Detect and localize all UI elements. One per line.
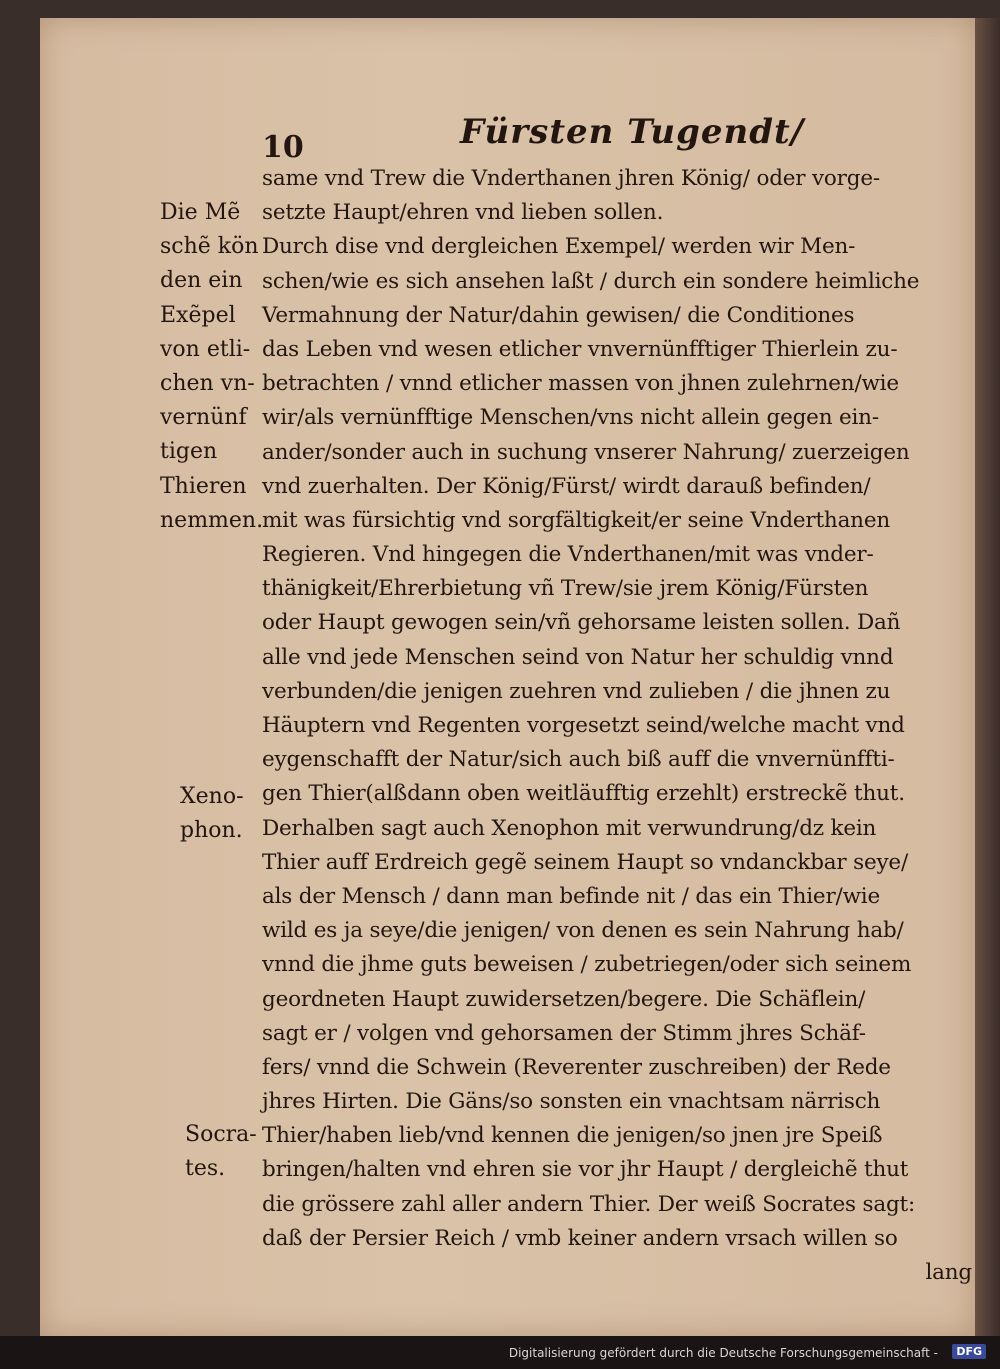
marginal-line: schẽ kön	[160, 234, 259, 260]
text-line: Durch dise vnd dergleichen Exempel/ werden wir Men-	[262, 234, 856, 260]
text-line: wild es ja seye/die jenigen/ von denen es sein Nahrung hab/	[262, 918, 904, 944]
marginal-line: den ein	[160, 268, 243, 294]
text-line: Thier auff Erdreich gegẽ seinem Haupt so vndanckbar seye/	[262, 849, 908, 875]
page-number: 10	[262, 130, 304, 165]
text-line: Vermahnung der Natur/dahin gewisen/ die Conditiones	[262, 302, 855, 328]
text-line: schen/wie es sich ansehen laßt / durch ein sondere heimliche	[262, 268, 920, 294]
marginal-line: Xeno-	[180, 784, 244, 809]
marginal-line: chen vn-	[160, 370, 255, 396]
marginal-line: tigen	[160, 439, 218, 465]
text-line: geordneten Haupt zuwidersetzen/begere. Die Schäflein/	[262, 986, 866, 1012]
text-line: betrachten / vnnd etlicher massen von jhnen zulehrnen/wie	[262, 371, 899, 397]
text-line: vnnd die jhme guts beweisen / zubetriegen/oder sich seinem	[262, 952, 912, 978]
marginal-line: nemmen.	[160, 507, 264, 533]
text-line: wir/als vernünfftige Menschen/vns nicht allein gegen ein-	[262, 405, 879, 431]
text-line: mit was fürsichtig vnd sorgfältigkeit/er seine Vnderthanen	[262, 507, 891, 533]
body-text	[262, 162, 972, 1290]
text-line: oder Haupt gewogen sein/vñ gehorsame leisten sollen. Dañ	[262, 610, 901, 636]
text-line: bringen/halten vnd ehren sie vor jhr Haupt / dergleichẽ thut	[262, 1157, 909, 1183]
text-line: fers/ vnnd die Schwein (Reverenter zuschreiben) der Rede	[262, 1054, 891, 1080]
marginal-line: Socra-	[185, 1122, 257, 1147]
text-line: Derhalben sagt auch Xenophon mit verwundrung/dz kein	[262, 815, 877, 841]
text-line: vnd zuerhalten. Der König/Fürst/ wirdt darauß befinden/	[262, 473, 871, 499]
dfg-logo: DFG	[952, 1344, 986, 1359]
text-line: daß der Persier Reich / vmb keiner andern vrsach willen so	[262, 1225, 898, 1251]
text-line: sagt er / volgen vnd gehorsamen der Stimm jhres Schäf-	[262, 1020, 866, 1046]
marginal-line: Exẽpel	[160, 302, 236, 328]
running-title: Fürsten Tugendt/	[460, 112, 805, 152]
text-line: same vnd Trew die Vnderthanen jhren König/ oder vorge-	[262, 166, 880, 191]
text-line: verbunden/die jenigen zuehren vnd zulieben / die jhnen zu	[262, 678, 891, 704]
marginal-line: tes.	[185, 1156, 226, 1182]
text-line: Regieren. Vnd hingegen die Vnderthanen/mit was vnder-	[262, 542, 874, 568]
page-edge-shadow	[975, 18, 1000, 1336]
text-line: die grössere zahl aller andern Thier. Der weiß Socrates sagt:	[262, 1191, 916, 1217]
text-line: alle vnd jede Menschen seind von Natur her schuldig vnnd	[262, 644, 894, 670]
marginal-note-xenophon	[180, 780, 244, 848]
text-line: gen Thier(alßdann oben weitläufftig erzehlt) erstreckẽ thut.	[262, 781, 905, 807]
marginal-line: von etli-	[160, 336, 251, 362]
marginal-line: vernünf	[160, 405, 247, 431]
marginal-note-socrates	[185, 1118, 257, 1186]
text-line: als der Mensch / dann man befinde nit / das ein Thier/wie	[262, 883, 880, 909]
marginal-line: phon.	[180, 818, 243, 844]
text-line: ander/sonder auch in suchung vnserer Nahrung/ zuerzeigen	[262, 439, 910, 465]
text-line: jhres Hirten. Die Gäns/so sonsten ein vnachtsam närrisch	[262, 1089, 881, 1115]
text-line: thänigkeit/Ehrerbietung vñ Trew/sie jrem König/Fürsten	[262, 576, 869, 602]
marginal-line: Die Mẽ	[160, 200, 241, 225]
text-line: eygenschafft der Natur/sich auch biß auff die vnvernünffti-	[262, 747, 895, 773]
text-line: setzte Haupt/ehren vnd lieben sollen.	[262, 200, 664, 226]
text-line: Häuptern vnd Regenten vorgesetzt seind/welche macht vnd	[262, 713, 905, 738]
text-line: Thier/haben lieb/vnd kennen die jenigen/so jnen jre Speiß	[262, 1123, 883, 1149]
text-line: lang	[925, 1260, 972, 1285]
marginal-line: Thieren	[160, 473, 247, 499]
marginal-note-examples	[160, 196, 263, 538]
text-line: das Leben vnd wesen etlicher vnvernünfftiger Thierlein zu-	[262, 336, 898, 362]
footer-credit: Digitalisierung gefördert durch die Deutsche Forschungsgemeinschaft -	[508, 1346, 938, 1360]
